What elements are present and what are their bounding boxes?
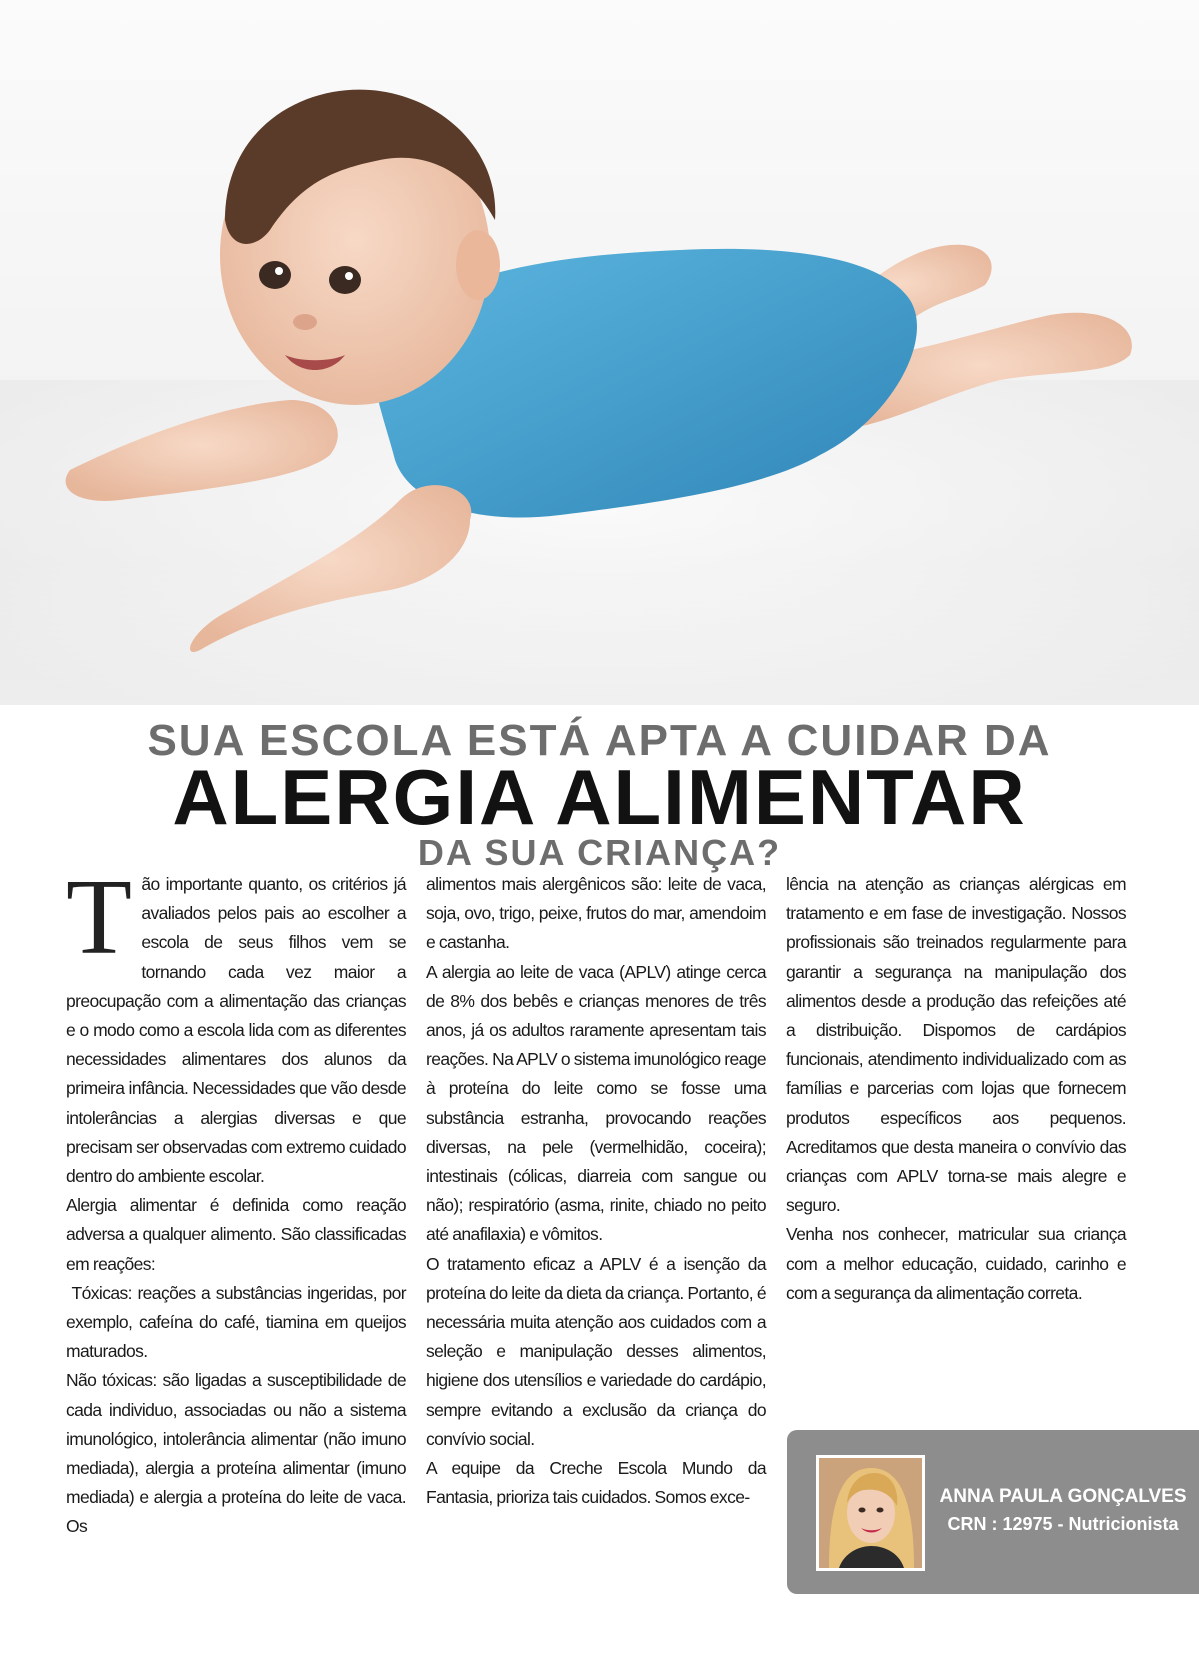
article-paragraph: Alergia alimentar é definida como reação adversa a qualquer alimento. São classificadas em reações: xyxy=(66,1195,406,1274)
drop-cap: T xyxy=(66,858,132,977)
author-box xyxy=(787,1430,1199,1594)
article-paragraph: alimentos mais alergênicos são: leite de vaca, soja, ovo, trigo, peixe, frutos do mar, amendoim e castanha. xyxy=(426,874,766,953)
article-column-1 xyxy=(66,858,410,1542)
article-paragraph: O tratamento eficaz a APLV é a isenção da proteína do leite da dieta da criança. Portanto, é necessária muita atenção aos cuidados com a seleção e manipulação desses alimentos, higiene dos utensílios e variedade do cardápio, sempre evitando a exclusão da criança do convívio social. xyxy=(426,1253,766,1449)
author-portrait-icon xyxy=(819,1458,922,1568)
article-paragraph: Tóxicas: reações a substâncias ingeridas, por exemplo, cafeína do café, tiamina em queijos maturados. xyxy=(66,1282,410,1362)
article-paragraph: Venha nos conhecer, matricular sua criança com a melhor educação, cuidado, carinho e com a segurança da alimentação correta. xyxy=(786,1224,1126,1303)
headline-line-1: SUA ESCOLA ESTÁ APTA A CUIDAR DA xyxy=(147,716,1052,765)
author-photo xyxy=(816,1455,925,1571)
article-paragraph: lência na atenção as crianças alérgicas em tratamento e em fase de investigação. Nossos profissionais são treinados regularmente para garantir a segurança na manipulação dos alimentos desde a produção das refeições até a distribuição. Dispomos de cardápios funcionais, atendimento individualizado com as famílias e parcerias com lojas que fornecem produtos específicos aos pequenos. Acreditamos que desta maneira o convívio das crianças com APLV torna-se mais alegre e seguro. xyxy=(786,874,1126,1216)
hero-photo xyxy=(0,0,1199,705)
article-column-3 xyxy=(786,870,1126,1308)
article-paragraph: A equipe da Creche Escola Mundo da Fantasia, prioriza tais cuidados. Somos exce- xyxy=(426,1458,766,1508)
baby-illustration xyxy=(0,0,1199,705)
article-paragraph xyxy=(66,858,406,1191)
paragraph-text: ão importante quanto, os critérios já avaliados pelos pais ao escolher a escola de seus filhos vem se tornando cada vez maior a preocupação com a alimentação das crianças e o modo como a escola lida com as diferentes necessidades alimentares dos alunos da primeira infância. Necessidades que vão desde intolerâncias a alergias diversas e que precisam ser observadas com extremo cuidado dentro do ambiente escolar. xyxy=(66,874,406,1187)
headline-line-3: DA SUA CRIANÇA? xyxy=(417,832,782,873)
article-paragraph: Não tóxicas: são ligadas a susceptibilidade de cada individuo, associadas ou não a sistema imunológico, intolerância alimentar (não imuno mediada), alergia a proteína alimentar (imuno mediada) e alergia a proteína do leite de vaca. Os xyxy=(66,1370,406,1537)
author-credential: CRN : 12975 - Nutricionista xyxy=(947,1514,1179,1534)
article-column-2 xyxy=(426,870,766,1512)
headline-line-2: ALERGIA ALIMENTAR xyxy=(172,753,1027,841)
author-name: ANNA PAULA GONÇALVES xyxy=(939,1486,1187,1507)
article-paragraph: A alergia ao leite de vaca (APLV) atinge cerca de 8% dos bebês e crianças menores de três anos, já os adultos raramente apresentam tais reações. Na APLV o sistema imunológico reage à proteína do leite como se fosse uma substância estranha, provocando reações diversas, na pele (vermelhidão, coceira); intestinais (cólicas, diarreia com sangue ou não); respiratório (asma, rinite, chiado no peito até anafilaxia) e vômitos. xyxy=(426,961,766,1245)
